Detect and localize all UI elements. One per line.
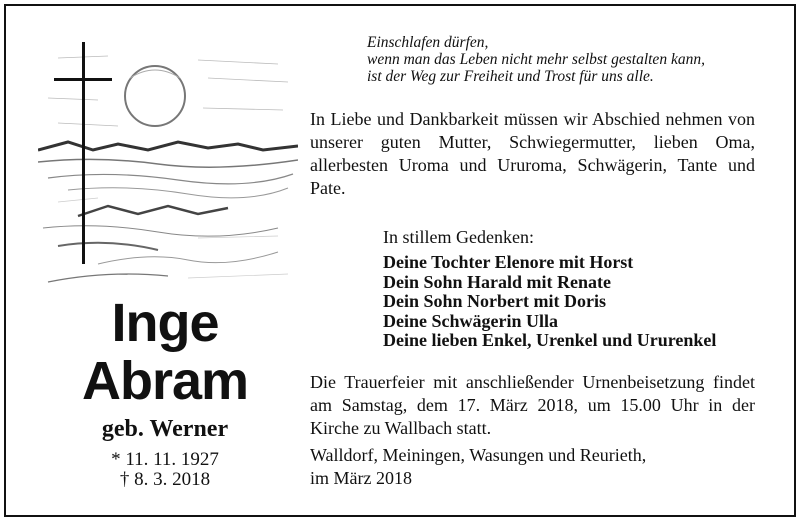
list-item: Deine lieben Enkel, Urenkel und Ururenkel — [383, 330, 717, 351]
place-date — [310, 444, 755, 490]
death-date: † 8. 3. 2018 — [119, 469, 211, 490]
quote-line: Einschlafen dürfen, — [367, 34, 489, 51]
birth-date: * 11. 11. 1927 — [111, 449, 219, 470]
list-item: Deine Tochter Elenore mit Horst — [383, 252, 634, 272]
cross-icon — [54, 42, 112, 264]
list-item: Dein Sohn Norbert mit Doris — [383, 291, 606, 312]
list-item: Deine Schwägerin Ulla — [383, 310, 558, 331]
place-line: Walldorf, Meiningen, Wasungen und Reurieth, — [310, 445, 647, 465]
service-paragraph: Die Trauerfeier mit anschließender Urnenbeisetzung findet am Samstag, dem 17. März 2018, um 15.00 Uhr in der Kirche zu Wallbach statt. — [310, 372, 755, 438]
sun-icon — [125, 66, 185, 126]
quote — [367, 34, 705, 85]
quote-line: wenn man das Leben nicht mehr selbst gestalten kann, — [367, 51, 705, 68]
date-line: im März 2018 — [310, 468, 412, 488]
intro-paragraph: In Liebe und Dankbarkeit müssen wir Abschied nehmen von unserer guten Mutter, Schwiegermutter, lieben Oma, allerbesten Uroma und Ururoma, Schwägerin, Tante und Pate. — [310, 109, 755, 198]
maiden-name: geb. Werner — [101, 416, 229, 442]
sun-landscape-illustration — [38, 38, 298, 296]
list-item: Dein Sohn Harald mit Renate — [383, 271, 612, 292]
memory-heading: In stillem Gedenken: — [383, 227, 534, 247]
deceased-last-name: Abram — [81, 351, 249, 411]
deceased-first-name: Inge — [111, 293, 219, 353]
mourners-list — [383, 253, 716, 351]
quote-line: ist der Weg zur Freiheit und Trost für uns alle. — [367, 68, 654, 85]
